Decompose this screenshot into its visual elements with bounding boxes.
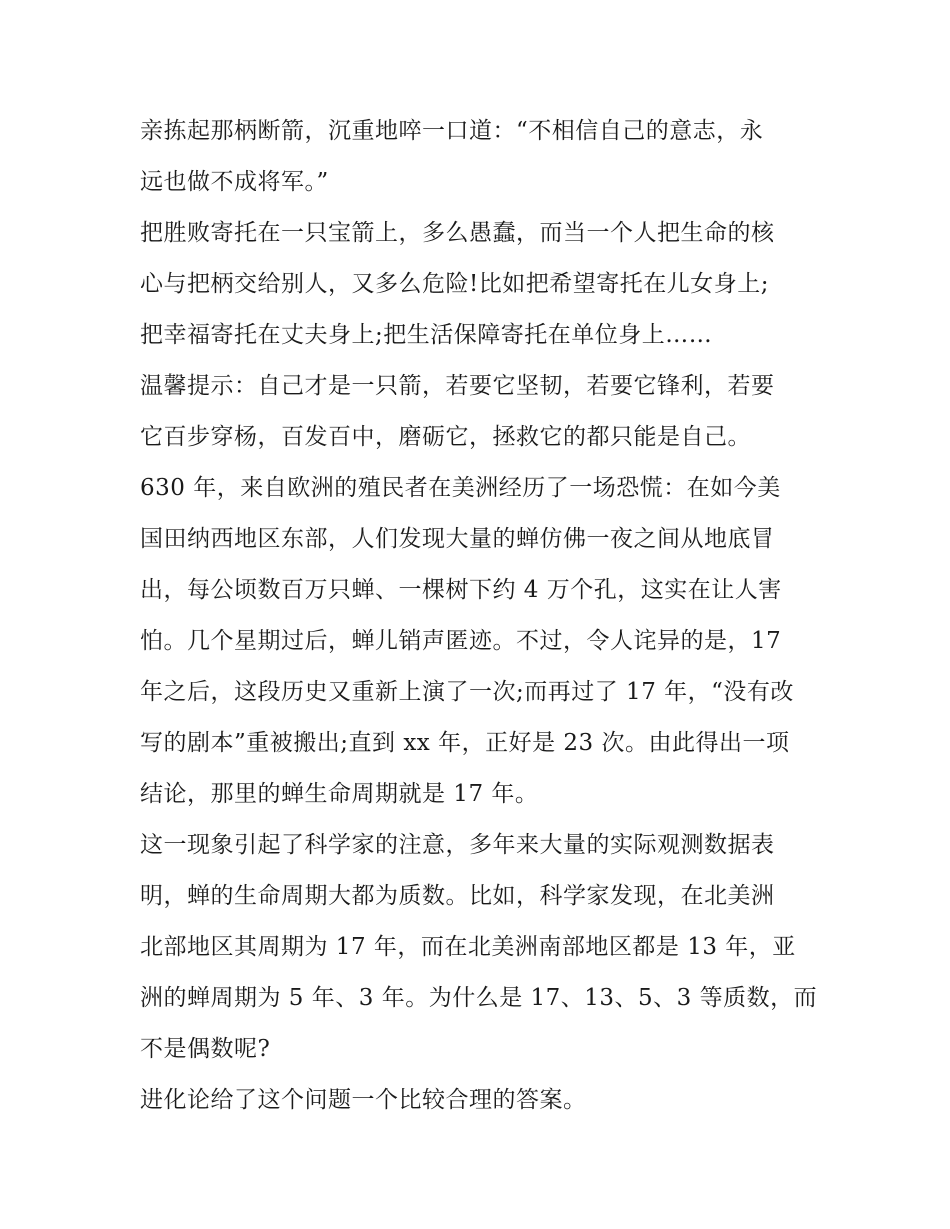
document-body: [140, 106, 818, 1126]
text-line: 洲的蝉周期为 5 年、3 年。为什么是 17、13、5、3 等质数，而: [140, 985, 818, 1011]
text-line: 国田纳西地区东部，人们发现大量的蝉仿佛一夜之间从地底冒: [140, 526, 775, 552]
text-line: 这一现象引起了科学家的注意，多年来大量的实际观测数据表: [140, 832, 775, 858]
text-line: 写的剧本”重被搬出;直到 xx 年，正好是 23 次。由此得出一项: [140, 730, 790, 756]
text-line: 心与把柄交给别人，又多么危险!比如把希望寄托在儿女身上;: [140, 271, 769, 297]
text-line: 不是偶数呢?: [140, 1036, 271, 1062]
text-line: 温馨提示：自己才是一只箭，若要它坚韧，若要它锋利，若要: [140, 373, 775, 399]
text-line: 它百步穿杨，百发百中，磨砺它，拯救它的都只能是自己。: [140, 424, 751, 450]
text-line: 远也做不成将军。”: [140, 169, 329, 195]
text-line: 明，蝉的生命周期大都为质数。比如，科学家发现，在北美洲: [140, 883, 775, 909]
text-line: 把幸福寄托在丈夫身上;把生活保障寄托在单位身上……: [140, 322, 713, 348]
text-line: 630 年，来自欧洲的殖民者在美洲经历了一场恐慌：在如今美: [140, 475, 781, 501]
text-line: 出，每公顷数百万只蝉、一棵树下约 4 万个孔，这实在让人害: [140, 577, 782, 603]
text-line: 怕。几个星期过后，蝉儿销声匿迹。不过，令人诧异的是，17: [140, 628, 782, 654]
text-line: 把胜败寄托在一只宝箭上，多么愚蠢，而当一个人把生命的核: [140, 220, 775, 246]
text-line: 结论，那里的蝉生命周期就是 17 年。: [140, 781, 539, 807]
text-line: 进化论给了这个问题一个比较合理的答案。: [140, 1087, 587, 1113]
text-line: 北部地区其周期为 17 年，而在北美洲南部地区都是 13 年，亚: [140, 934, 796, 960]
text-line: 年之后，这段历史又重新上演了一次;而再过了 17 年，“没有改: [140, 679, 794, 705]
text-line: 亲拣起那柄断箭，沉重地啐一口道：“不相信自己的意志，永: [140, 118, 764, 144]
